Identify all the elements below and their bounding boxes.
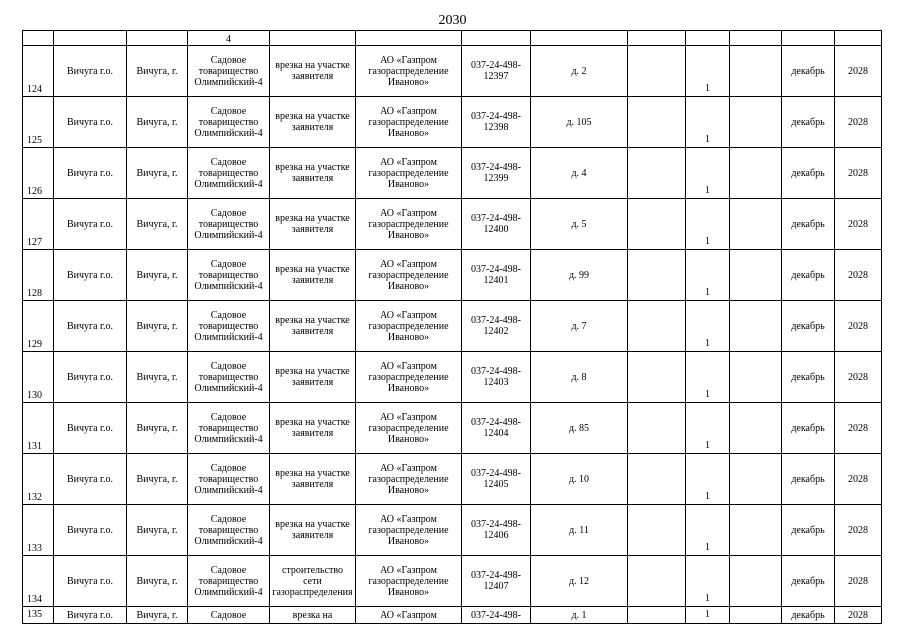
empty-cell	[628, 46, 686, 97]
month-cell: декабрь	[782, 352, 835, 403]
table-row	[23, 301, 882, 352]
work-type-cell: врезка на участке заявителя	[270, 46, 356, 97]
organization-cell: АО «Газпром газораспределение Иваново»	[356, 199, 462, 250]
empty-cell	[730, 301, 782, 352]
city-cell: Вичуга, г.	[127, 148, 188, 199]
month-cell: декабрь	[782, 148, 835, 199]
district-cell: Вичуга г.о.	[54, 46, 127, 97]
house-cell: д. 105	[531, 97, 628, 148]
district-cell: Вичуга г.о.	[54, 148, 127, 199]
year-cell: 2028	[835, 607, 882, 624]
settlement-cell: Садовое	[188, 607, 270, 624]
empty-cell	[730, 454, 782, 505]
table-row	[23, 403, 882, 454]
work-type-cell: врезка на участке заявителя	[270, 199, 356, 250]
empty-cell	[730, 148, 782, 199]
object-code-cell: 037-24-498-12399	[462, 148, 531, 199]
empty-cell	[628, 301, 686, 352]
organization-cell: АО «Газпром газораспределение Иваново»	[356, 556, 462, 607]
object-code-cell: 037-24-498-12401	[462, 250, 531, 301]
settlement-cell: Садовое товарищество Олимпийский-4	[188, 97, 270, 148]
house-cell: д. 10	[531, 454, 628, 505]
quantity-cell: 1	[686, 556, 730, 607]
row-number-cell: 132	[23, 454, 54, 505]
settlement-cell: Садовое товарищество Олимпийский-4	[188, 250, 270, 301]
object-code-cell: 037-24-498-12400	[462, 199, 531, 250]
district-cell: Вичуга г.о.	[54, 454, 127, 505]
work-schedule-table	[22, 30, 882, 624]
month-cell: декабрь	[782, 199, 835, 250]
empty-cell	[730, 352, 782, 403]
row-number-cell: 125	[23, 97, 54, 148]
quantity-cell: 1	[686, 301, 730, 352]
object-code-cell: 037-24-498-12406	[462, 505, 531, 556]
row-number-cell: 130	[23, 352, 54, 403]
city-cell: Вичуга, г.	[127, 46, 188, 97]
work-type-cell: врезка на	[270, 607, 356, 624]
district-cell: Вичуга г.о.	[54, 199, 127, 250]
empty-cell	[730, 199, 782, 250]
work-type-cell: врезка на участке заявителя	[270, 352, 356, 403]
row-number-cell: 129	[23, 301, 54, 352]
quantity-cell: 1	[686, 46, 730, 97]
empty-cell	[628, 148, 686, 199]
settlement-cell: Садовое товарищество Олимпийский-4	[188, 301, 270, 352]
year-cell: 2028	[835, 556, 882, 607]
city-cell: Вичуга, г.	[127, 352, 188, 403]
empty-cell	[628, 97, 686, 148]
month-cell: декабрь	[782, 97, 835, 148]
city-cell: Вичуга, г.	[127, 301, 188, 352]
city-cell: Вичуга, г.	[127, 505, 188, 556]
empty-cell	[628, 454, 686, 505]
year-cell: 2028	[835, 403, 882, 454]
city-cell: Вичуга, г.	[127, 607, 188, 624]
table-row	[23, 607, 882, 624]
empty-cell	[628, 403, 686, 454]
organization-cell: АО «Газпром газораспределение Иваново»	[356, 301, 462, 352]
house-cell: д. 5	[531, 199, 628, 250]
work-type-cell: врезка на участке заявителя	[270, 97, 356, 148]
page-number: 2030	[438, 13, 467, 28]
table-row	[23, 199, 882, 250]
month-cell: декабрь	[782, 403, 835, 454]
table-row-continued	[23, 31, 882, 46]
year-cell: 2028	[835, 148, 882, 199]
quantity-cell: 1	[686, 97, 730, 148]
city-cell: Вичуга, г.	[127, 199, 188, 250]
house-cell: д. 4	[531, 148, 628, 199]
year-cell: 2028	[835, 454, 882, 505]
district-cell: Вичуга г.о.	[54, 607, 127, 624]
quantity-cell: 1	[686, 454, 730, 505]
work-type-cell: врезка на участке заявителя	[270, 403, 356, 454]
house-cell: д. 12	[531, 556, 628, 607]
district-cell: Вичуга г.о.	[54, 556, 127, 607]
quantity-cell: 1	[686, 607, 730, 624]
empty-cell	[730, 97, 782, 148]
organization-cell: АО «Газпром газораспределение Иваново»	[356, 454, 462, 505]
settlement-cell: Садовое товарищество Олимпийский-4	[188, 454, 270, 505]
empty-cell	[730, 250, 782, 301]
house-cell: д. 1	[531, 607, 628, 624]
table-row	[23, 454, 882, 505]
city-cell: Вичуга, г.	[127, 556, 188, 607]
organization-cell: АО «Газпром газораспределение Иваново»	[356, 250, 462, 301]
quantity-cell: 1	[686, 352, 730, 403]
district-cell: Вичуга г.о.	[54, 250, 127, 301]
year-cell: 2028	[835, 199, 882, 250]
quantity-cell: 1	[686, 250, 730, 301]
quantity-cell: 1	[686, 505, 730, 556]
organization-cell: АО «Газпром газораспределение Иваново»	[356, 403, 462, 454]
month-cell: декабрь	[782, 454, 835, 505]
table-row	[23, 148, 882, 199]
table-row	[23, 250, 882, 301]
house-cell: д. 11	[531, 505, 628, 556]
month-cell: декабрь	[782, 250, 835, 301]
house-cell: д. 8	[531, 352, 628, 403]
month-cell: декабрь	[782, 46, 835, 97]
empty-cell	[628, 556, 686, 607]
settlement-cell: Садовое товарищество Олимпийский-4	[188, 556, 270, 607]
district-cell: Вичуга г.о.	[54, 352, 127, 403]
row-number-cell: 126	[23, 148, 54, 199]
house-cell: д. 7	[531, 301, 628, 352]
row-number-cell: 128	[23, 250, 54, 301]
table-row	[23, 97, 882, 148]
table-row	[23, 46, 882, 97]
month-cell: декабрь	[782, 505, 835, 556]
district-cell: Вичуга г.о.	[54, 505, 127, 556]
table-row	[23, 352, 882, 403]
month-cell: декабрь	[782, 607, 835, 624]
object-code-cell: 037-24-498-12407	[462, 556, 531, 607]
empty-cell	[628, 352, 686, 403]
object-code-cell: 037-24-498-12402	[462, 301, 531, 352]
district-cell: Вичуга г.о.	[54, 403, 127, 454]
row-number-cell: 131	[23, 403, 54, 454]
empty-cell	[628, 505, 686, 556]
work-type-cell: врезка на участке заявителя	[270, 301, 356, 352]
empty-cell	[730, 403, 782, 454]
row-number-cell: 133	[23, 505, 54, 556]
district-cell: Вичуга г.о.	[54, 97, 127, 148]
row-number-cell: 135	[23, 607, 54, 624]
month-cell: декабрь	[782, 301, 835, 352]
empty-cell	[730, 505, 782, 556]
work-type-cell: врезка на участке заявителя	[270, 148, 356, 199]
settlement-cell: Садовое товарищество Олимпийский-4	[188, 505, 270, 556]
organization-cell: АО «Газпром газораспределение Иваново»	[356, 148, 462, 199]
object-code-cell: 037-24-498-12397	[462, 46, 531, 97]
empty-cell	[628, 607, 686, 624]
object-code-cell: 037-24-498-12404	[462, 403, 531, 454]
year-cell: 2028	[835, 301, 882, 352]
year-cell: 2028	[835, 352, 882, 403]
city-cell: Вичуга, г.	[127, 97, 188, 148]
year-cell: 2028	[835, 505, 882, 556]
quantity-cell: 1	[686, 148, 730, 199]
house-cell: д. 99	[531, 250, 628, 301]
house-cell: д. 2	[531, 46, 628, 97]
quantity-cell: 1	[686, 403, 730, 454]
organization-cell: АО «Газпром газораспределение Иваново»	[356, 97, 462, 148]
quantity-cell: 1	[686, 199, 730, 250]
work-type-cell: врезка на участке заявителя	[270, 250, 356, 301]
settlement-cell: Садовое товарищество Олимпийский-4	[188, 352, 270, 403]
table-row	[23, 505, 882, 556]
settlement-cell: Садовое товарищество Олимпийский-4	[188, 46, 270, 97]
organization-cell: АО «Газпром газораспределение Иваново»	[356, 505, 462, 556]
work-type-cell: врезка на участке заявителя	[270, 505, 356, 556]
row-number-cell: 127	[23, 199, 54, 250]
object-code-cell: 037-24-498-12405	[462, 454, 531, 505]
empty-cell	[730, 556, 782, 607]
table-row	[23, 556, 882, 607]
row-number-cell: 124	[23, 46, 54, 97]
house-cell: д. 85	[531, 403, 628, 454]
organization-cell: АО «Газпром газораспределение Иваново»	[356, 352, 462, 403]
empty-cell	[628, 199, 686, 250]
work-type-cell: врезка на участке заявителя	[270, 454, 356, 505]
year-cell: 2028	[835, 250, 882, 301]
empty-cell	[730, 46, 782, 97]
work-type-cell: строительство сети газораспределения	[270, 556, 356, 607]
organization-cell: АО «Газпром	[356, 607, 462, 624]
district-cell: Вичуга г.о.	[54, 301, 127, 352]
settlement-cell: Садовое товарищество Олимпийский-4	[188, 199, 270, 250]
city-cell: Вичуга, г.	[127, 403, 188, 454]
year-cell: 2028	[835, 97, 882, 148]
organization-cell: АО «Газпром газораспределение Иваново»	[356, 46, 462, 97]
row-number-cell: 134	[23, 556, 54, 607]
empty-cell	[628, 250, 686, 301]
object-code-cell: 037-24-498-	[462, 607, 531, 624]
settlement-cell: 4	[188, 31, 270, 46]
empty-cell	[730, 607, 782, 624]
month-cell: декабрь	[782, 556, 835, 607]
object-code-cell: 037-24-498-12398	[462, 97, 531, 148]
city-cell: Вичуга, г.	[127, 454, 188, 505]
settlement-cell: Садовое товарищество Олимпийский-4	[188, 403, 270, 454]
settlement-cell: Садовое товарищество Олимпийский-4	[188, 148, 270, 199]
object-code-cell: 037-24-498-12403	[462, 352, 531, 403]
year-cell: 2028	[835, 46, 882, 97]
city-cell: Вичуга, г.	[127, 250, 188, 301]
